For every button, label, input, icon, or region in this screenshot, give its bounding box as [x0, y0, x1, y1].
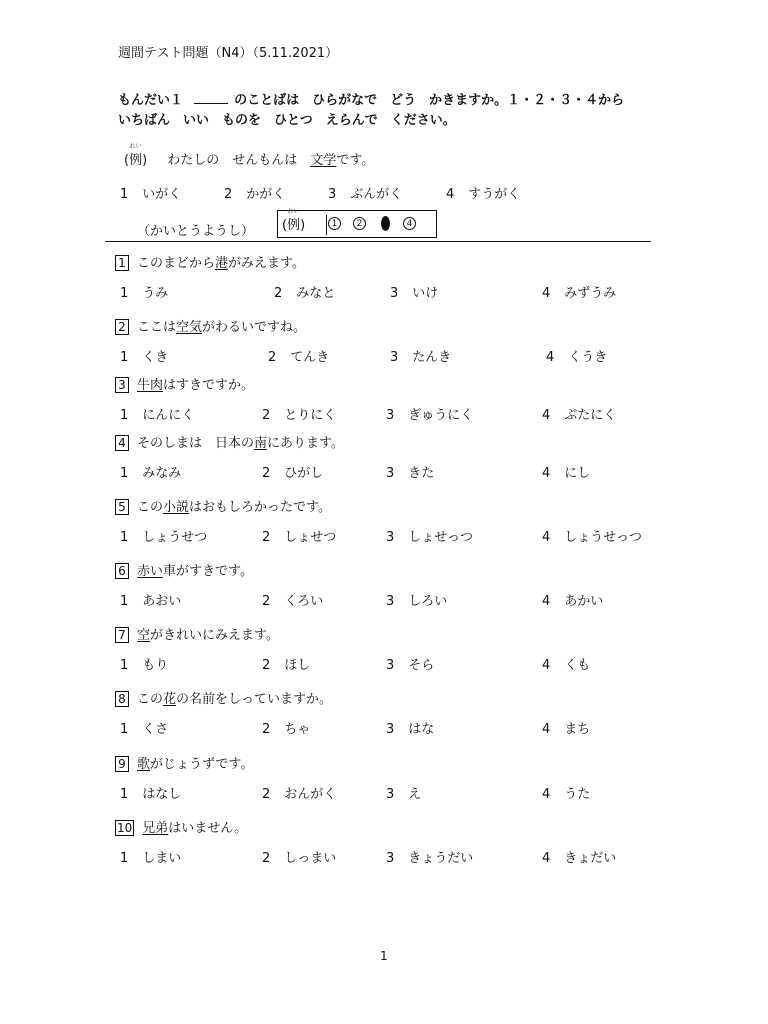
question-10-option-1: [120, 847, 181, 866]
question-9-option-3: [386, 783, 421, 802]
option-number: 2: [262, 658, 271, 673]
question-number: 6: [115, 563, 129, 579]
option-text: にんにく: [142, 408, 195, 423]
question-text-post: 車がすきです。: [163, 564, 253, 579]
option-text: くうき: [568, 350, 608, 365]
question-text-pre: ここは: [137, 320, 177, 335]
option-text: ほし: [284, 658, 311, 673]
question-4-option-4: [542, 462, 590, 481]
question-target-word: 空気: [176, 320, 203, 335]
question-10: [115, 817, 247, 836]
option-number: 3: [386, 466, 395, 481]
option-number: 1: [120, 658, 129, 673]
option-text: しっまい: [284, 851, 337, 866]
question-number: 8: [115, 691, 129, 707]
option-text: ひがし: [284, 466, 324, 481]
question-target-word: 花: [163, 692, 177, 707]
question-target-word: 赤い: [137, 564, 164, 579]
instruction-line-1: [118, 89, 624, 108]
question-text-pre: この: [137, 500, 164, 515]
page-number: 1: [380, 949, 388, 963]
option-text: そら: [408, 658, 435, 673]
option-number: 1: [120, 286, 129, 301]
question-5: [115, 496, 331, 515]
question-3: [115, 374, 254, 393]
option-number: 1: [120, 350, 129, 365]
option-text: みなと: [296, 286, 336, 301]
question-text-post: はいません。: [168, 821, 248, 836]
example-sentence-pre: わたしの せんもんは: [167, 153, 311, 168]
option-text: いけ: [412, 286, 439, 301]
question-2-option-1: [120, 346, 168, 365]
example-option-4: 4 すうがく: [446, 187, 521, 202]
instruction-line-1-text: のことばは ひらがなで どう かきますか。１・２・３・４から: [234, 93, 625, 108]
question-number: 1: [115, 255, 129, 271]
example-sentence-post: です。: [336, 153, 375, 168]
option-text: きょうだい: [408, 851, 474, 866]
question-3-option-2: [262, 404, 336, 423]
option-number: 3: [386, 530, 395, 545]
question-9-option-1: [120, 783, 181, 802]
option-text: くろい: [284, 594, 324, 609]
option-number: 3: [386, 594, 395, 609]
option-number: 2: [268, 350, 277, 365]
option-number: 2: [262, 408, 271, 423]
question-6-option-3: [386, 590, 447, 609]
option-text: おんがく: [284, 787, 337, 802]
option-number: 3: [386, 722, 395, 737]
question-5-option-2: [262, 526, 336, 545]
question-1-option-1: [120, 282, 168, 301]
option-number: 4: [542, 851, 551, 866]
option-text: はな: [408, 722, 435, 737]
option-text: ぎゅうにく: [408, 408, 474, 423]
option-text: とりにく: [284, 408, 337, 423]
question-number: 7: [115, 627, 129, 643]
question-text-post: がみえます。: [228, 256, 305, 271]
option-number: 1: [120, 851, 129, 866]
option-number: 1: [120, 594, 129, 609]
example-option-1: 1 いがく: [120, 187, 182, 202]
question-7-option-1: [120, 654, 168, 673]
question-8: [115, 688, 332, 707]
option-text: みずうみ: [564, 286, 617, 301]
option-number: 4: [542, 594, 551, 609]
question-target-word: 南: [254, 436, 268, 451]
option-number: 2: [262, 851, 271, 866]
question-text-post: はすきですか。: [163, 378, 255, 393]
example-option-3: 3 ぶんがく: [328, 187, 403, 202]
question-target-word: 牛肉: [137, 378, 164, 393]
example-ruby: れい: [129, 143, 142, 150]
question-target-word: 兄弟: [142, 821, 169, 836]
question-10-option-2: [262, 847, 336, 866]
option-number: 3: [390, 350, 399, 365]
option-text: あかい: [564, 594, 604, 609]
question-1-option-4: [542, 282, 616, 301]
question-7-option-2: [262, 654, 310, 673]
answer-sheet-box: [277, 210, 437, 238]
answer-sheet-example-label: れい (例): [282, 208, 306, 233]
question-6-option-2: [262, 590, 323, 609]
option-number: 4: [542, 658, 551, 673]
option-number: 4: [542, 286, 551, 301]
option-number: 4: [542, 787, 551, 802]
question-9-option-4: [542, 783, 590, 802]
option-text: まち: [564, 722, 591, 737]
question-text-post: の名前をしっていますか。: [176, 692, 333, 707]
option-number: 1: [120, 466, 129, 481]
question-4-option-1: [120, 462, 181, 481]
question-2: [115, 316, 306, 335]
question-3-option-3: [386, 404, 473, 423]
question-number: 3: [115, 377, 129, 393]
option-number: 4: [542, 722, 551, 737]
question-4: [115, 432, 344, 451]
option-text: しょせつ: [284, 530, 337, 545]
question-7: [115, 624, 279, 643]
question-target-word: 空: [137, 628, 151, 643]
section-divider: [105, 241, 651, 242]
option-number: 1: [120, 530, 129, 545]
option-text: くさ: [142, 722, 169, 737]
example-label: れい (例): [124, 143, 148, 168]
option-number: 4: [542, 408, 551, 423]
question-4-option-3: [386, 462, 434, 481]
question-number: 9: [115, 756, 129, 772]
question-6-option-4: [542, 590, 603, 609]
question-8-option-1: [120, 718, 168, 737]
option-number: 3: [390, 286, 399, 301]
example-target-word: 文学: [310, 153, 337, 168]
question-1-option-3: [390, 282, 438, 301]
question-3-option-1: [120, 404, 194, 423]
question-8-option-4: [542, 718, 590, 737]
question-8-option-2: [262, 718, 310, 737]
option-text: うみ: [142, 286, 169, 301]
option-text: くも: [564, 658, 591, 673]
question-4-option-2: [262, 462, 323, 481]
option-text: きた: [408, 466, 435, 481]
option-text: きょだい: [564, 851, 617, 866]
question-target-word: 港: [215, 256, 229, 271]
question-6-option-1: [120, 590, 181, 609]
option-text: しまい: [142, 851, 182, 866]
option-number: 4: [542, 530, 551, 545]
question-7-option-3: [386, 654, 434, 673]
question-text-pre: この: [137, 692, 164, 707]
option-number: 2: [274, 286, 283, 301]
option-number: 2: [262, 722, 271, 737]
example-option-2: 2 かがく: [224, 187, 286, 202]
option-number: 2: [262, 466, 271, 481]
question-text-post: がわるいですね。: [202, 320, 307, 335]
option-text: しょうせっつ: [564, 530, 643, 545]
answer-bubble-4: 4: [403, 217, 416, 230]
option-text: うた: [564, 787, 591, 802]
question-number: 2: [115, 319, 129, 335]
option-number: 3: [386, 851, 395, 866]
answer-bubble-2: 2: [353, 217, 366, 230]
question-text-post: はおもしろかったです。: [189, 500, 331, 515]
option-number: 3: [386, 408, 395, 423]
question-number: 4: [115, 435, 129, 451]
question-text-post: がじょうずです。: [150, 757, 254, 772]
question-6: [115, 560, 253, 579]
option-text: え: [408, 787, 422, 802]
question-8-option-3: [386, 718, 434, 737]
instruction-blank: [194, 91, 228, 104]
question-9-option-2: [262, 783, 336, 802]
option-number: 1: [120, 787, 129, 802]
option-text: しろい: [408, 594, 448, 609]
question-3-option-4: [542, 404, 616, 423]
question-2-option-3: [390, 346, 451, 365]
option-text: あおい: [142, 594, 182, 609]
option-number: 4: [546, 350, 555, 365]
answer-sheet-label: （かいとうようし）: [137, 224, 255, 239]
option-number: 3: [386, 658, 395, 673]
option-number: 4: [542, 466, 551, 481]
question-target-word: 歌: [137, 757, 151, 772]
question-2-option-2: [268, 346, 329, 365]
answer-bubble-1: 1: [328, 217, 341, 230]
option-text: はなし: [142, 787, 182, 802]
option-text: てんき: [290, 350, 330, 365]
page-title: 週間テスト問題（N4）（5.11.2021）: [118, 46, 339, 61]
question-5-option-1: [120, 526, 207, 545]
option-text: しょせっつ: [408, 530, 474, 545]
question-number: 5: [115, 499, 129, 515]
option-text: くき: [142, 350, 169, 365]
option-text: ちゃ: [284, 722, 311, 737]
answer-bubble-3-filled: [381, 216, 390, 231]
option-number: 3: [386, 787, 395, 802]
option-text: にし: [564, 466, 591, 481]
question-1: [115, 252, 305, 271]
option-number: 1: [120, 408, 129, 423]
option-text: しょうせつ: [142, 530, 208, 545]
option-text: もり: [142, 658, 169, 673]
question-7-option-4: [542, 654, 590, 673]
question-text-post: がきれいにみえます。: [150, 628, 279, 643]
option-number: 2: [262, 787, 271, 802]
instruction-line-2: いちばん いい ものを ひとつ えらんで ください。: [118, 113, 456, 128]
question-10-option-4: [542, 847, 616, 866]
option-number: 2: [262, 594, 271, 609]
question-2-option-4: [546, 346, 607, 365]
question-1-option-2: [274, 282, 335, 301]
answer-sheet-divider: [326, 215, 327, 235]
question-target-word: 小説: [163, 500, 190, 515]
example-sentence: [124, 143, 375, 168]
question-text-pre: このまどから: [137, 256, 216, 271]
option-text: みなみ: [142, 466, 182, 481]
option-number: 1: [120, 722, 129, 737]
question-number: 10: [117, 821, 133, 835]
question-10-option-3: [386, 847, 473, 866]
question-9: [115, 753, 253, 772]
question-text-post: にあります。: [267, 436, 344, 451]
option-text: たんき: [412, 350, 452, 365]
question-5-option-4: [542, 526, 642, 545]
question-text-pre: そのしまは 日本の: [137, 436, 255, 451]
option-number: 2: [262, 530, 271, 545]
option-text: ぶたにく: [564, 408, 617, 423]
question-5-option-3: [386, 526, 473, 545]
instruction-prefix: もんだい１: [118, 93, 184, 108]
